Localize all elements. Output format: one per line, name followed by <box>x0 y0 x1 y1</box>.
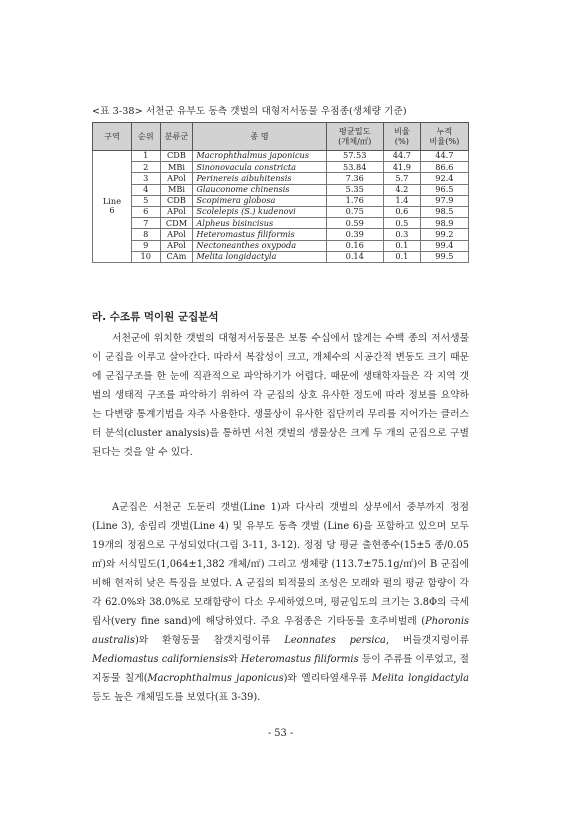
density-cell: 0.75 <box>326 206 383 217</box>
species-name-text: Mediomastus californiensis <box>92 654 229 665</box>
table-body <box>93 151 469 263</box>
cumulative-cell: 98.5 <box>420 206 468 217</box>
species-cell: Macrophthalmus japonicus <box>193 151 326 162</box>
rank-cell: 10 <box>131 251 160 262</box>
header-ratio <box>383 123 420 151</box>
rank-cell: 8 <box>131 229 160 240</box>
rank-cell: 6 <box>131 206 160 217</box>
species-name-text: Leonnates persica <box>284 635 386 646</box>
category-cell: CDB <box>160 151 193 162</box>
ratio-cell: 5.7 <box>383 173 420 184</box>
table-row <box>93 229 469 240</box>
header-category: 분류군 <box>160 123 193 151</box>
table-row <box>93 195 469 206</box>
table-caption: <표 3-38> 서천군 유부도 동측 갯벌의 대형저서동물 우점종(생체량 기준) <box>92 106 407 117</box>
header-species: 종 명 <box>193 123 326 151</box>
header-cumulative-line2: 비율(%) <box>429 135 460 146</box>
ratio-cell: 0.1 <box>383 240 420 251</box>
cumulative-cell: 99.2 <box>420 229 468 240</box>
table-row <box>93 218 469 229</box>
species-cell: Heteromastus filiformis <box>193 229 326 240</box>
group-label-line2: 6 <box>109 205 115 216</box>
paragraph-text: , 버들갯지렁이류 <box>385 635 469 646</box>
group-cell <box>93 151 132 263</box>
species-cell: Sinonovacula constricta <box>193 162 326 173</box>
paragraph-text: )와 옐리타옆새우류 <box>283 673 372 684</box>
density-cell: 53.84 <box>326 162 383 173</box>
header-cumulative <box>420 123 468 151</box>
cumulative-cell: 96.5 <box>420 184 468 195</box>
density-cell: 7.36 <box>326 173 383 184</box>
section-title: 라. 수조류 먹이원 군집분석 <box>92 311 219 323</box>
species-cell: Alpheus bisincisus <box>193 218 326 229</box>
rank-cell: 3 <box>131 173 160 184</box>
cumulative-cell: 97.9 <box>420 195 468 206</box>
header-density-line2: (개체/㎡) <box>338 135 372 146</box>
species-name-text: Phoronis australis <box>92 616 469 646</box>
paragraph-text: 서천군에 위치한 갯벌의 대형저서동물은 보통 수십에서 많게는 수백 종의 저서생물이 군집을 이루고 살아간다. 따라서 복잡성이 크고, 개체수의 시공간적 변동도 크기 때문에 군집구조를 한 눈에 직관적으로 파악하기가 어렵다. 때문에 생태학자들은 각 지역 갯벌의 생태적 구조를 파악하기 위하여 각 군집의 상호 유사한 정도에 따라 정보를 요약하는 다변량 통계기법을 자주 사용한다. 생물상이 유사한 집단끼리 무리를 지어가는 클러스터 분석(cluster analysis)을 통하면 서천 갯벌의 생물상은 크게 두 개의 군집으로 구별된다는 것을 알 수 있다. <box>92 333 469 458</box>
header-ratio-line1: 비율 <box>393 126 410 137</box>
species-cell: Scopimera globosa <box>193 195 326 206</box>
rank-cell: 2 <box>131 162 160 173</box>
paragraph-text: )와 환형동물 참갯지렁이류 <box>134 635 285 646</box>
paragraph-cluster-analysis <box>92 329 469 462</box>
header-group: 구역 <box>93 123 132 151</box>
category-cell: CAm <box>160 251 193 262</box>
species-name-text: Macrophthalmus japonicus <box>147 673 284 684</box>
category-cell: APol <box>160 240 193 251</box>
rank-cell: 5 <box>131 195 160 206</box>
category-cell: MBi <box>160 162 193 173</box>
species-cell: Perinereis aibuhitensis <box>193 173 326 184</box>
ratio-cell: 0.6 <box>383 206 420 217</box>
header-cumulative-line1: 누적 <box>436 126 453 137</box>
density-cell: 5.35 <box>326 184 383 195</box>
cumulative-cell: 99.4 <box>420 240 468 251</box>
density-cell: 0.14 <box>326 251 383 262</box>
ratio-cell: 0.3 <box>383 229 420 240</box>
rank-cell: 1 <box>131 151 160 162</box>
rank-cell: 4 <box>131 184 160 195</box>
cumulative-cell: 92.4 <box>420 173 468 184</box>
category-cell: CDB <box>160 195 193 206</box>
table-row <box>93 251 469 262</box>
table-row <box>93 173 469 184</box>
species-cell: Scolelepis (S.) kudenovi <box>193 206 326 217</box>
table-row <box>93 206 469 217</box>
density-cell: 0.39 <box>326 229 383 240</box>
cumulative-cell: 99.5 <box>420 251 468 262</box>
species-cell: Nectoneanthes oxypoda <box>193 240 326 251</box>
ratio-cell: 0.5 <box>383 218 420 229</box>
density-cell: 0.16 <box>326 240 383 251</box>
group-label-line1: Line <box>102 196 122 207</box>
species-cell: Glauconome chinensis <box>193 184 326 195</box>
category-cell: MBi <box>160 184 193 195</box>
cumulative-cell: 86.6 <box>420 162 468 173</box>
header-density <box>326 123 383 151</box>
table-header-row <box>93 123 469 151</box>
paragraph-cluster-a <box>92 498 469 707</box>
ratio-cell: 41.9 <box>383 162 420 173</box>
category-cell: APol <box>160 229 193 240</box>
table-row <box>93 184 469 195</box>
species-name-text: Melita longidactyla <box>371 673 469 684</box>
category-cell: CDM <box>160 218 193 229</box>
ratio-cell: 0.1 <box>383 251 420 262</box>
table-row <box>93 162 469 173</box>
cumulative-cell: 44.7 <box>420 151 468 162</box>
species-cell: Melita longidactyla <box>193 251 326 262</box>
dominant-species-table <box>92 122 469 263</box>
header-rank: 순위 <box>131 123 160 151</box>
density-cell: 1.76 <box>326 195 383 206</box>
rank-cell: 7 <box>131 218 160 229</box>
rank-cell: 9 <box>131 240 160 251</box>
density-cell: 57.53 <box>326 151 383 162</box>
paragraph-text: 와 <box>228 654 241 665</box>
table-row <box>93 240 469 251</box>
category-cell: APol <box>160 206 193 217</box>
ratio-cell: 4.2 <box>383 184 420 195</box>
header-density-line1: 평균밀도 <box>338 126 371 137</box>
table-row <box>93 151 469 162</box>
header-ratio-line2: (%) <box>394 135 409 146</box>
ratio-cell: 1.4 <box>383 195 420 206</box>
cumulative-cell: 98.9 <box>420 218 468 229</box>
paragraph-text: 등이 주류를 이루었고, 절지동물 칠게( <box>92 654 469 684</box>
density-cell: 0.59 <box>326 218 383 229</box>
species-name-text: Heteromastus filiformis <box>240 654 359 665</box>
paragraph-text: A군집은 서천군 도둔리 갯벌(Line 1)과 다사리 갯벌의 상부에서 중부까지 정점(Line 3), 송림리 갯벌(Line 4) 및 유부도 동측 갯벌 (Line 6)을 포함하고 있으며 모두 19개의 정점으로 구성되었다(그림 3-11, 3-12). 정점 당 평균 출현종수(15±5 종/0.05㎡)와 서식밀도(1,064±1,382 개체/㎡) 그리고 생체량 (113.7±75.1g/㎡)이 B 군집에 비해 현저히 낮은 특징을 보였다. A 군집의 퇴적물의 조성은 모래와 펄의 평균 함량이 각각 62.0%와 38.0%로 모래함량이 다소 우세하였으며, 평균입도의 크기는 3.8Φ의 극세립사(very fine sand)에 해당하였다. 주요 우점종은 기타동물 호주비벌레 ( <box>92 502 469 627</box>
page-number: - 53 - <box>267 728 294 739</box>
ratio-cell: 44.7 <box>383 151 420 162</box>
paragraph-text: 등도 높은 개체밀도를 보였다(표 3-39). <box>92 692 261 703</box>
category-cell: APol <box>160 173 193 184</box>
